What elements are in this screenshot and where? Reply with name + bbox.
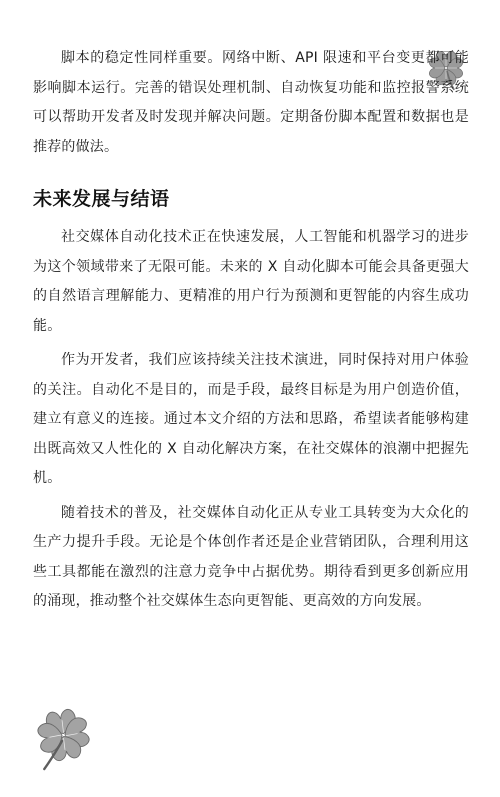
four-leaf-clover-icon xyxy=(28,700,102,776)
body-paragraph: 社交媒体自动化技术正在快速发展，人工智能和机器学习的进步为这个领域带来了无限可能。未来的 X 自动化脚本可能会具备更强大的自然语言理解能力、更精准的用户行为预测和更智能的内容生成功能。 xyxy=(33,229,469,334)
intro-paragraph: 脚本的稳定性同样重要。网络中断、API 限速和平台变更都可能影响脚本运行。完善的错误处理机制、自动恢复功能和监控报警系统可以帮助开发者及时发现并解决问题。定期备份脚本配置和数据也是推荐的做法。 xyxy=(33,50,469,155)
body-paragraph: 作为开发者，我们应该持续关注技术演进，同时保持对用户体验的关注。自动化不是目的，而是手段，最终目标是为用户创造价值，建立有意义的连接。通过本文介绍的方法和思路，希望读者能够构建出既高效又人性化的 X 自动化解决方案，在社交媒体的浪潮中把握先机。 xyxy=(33,352,469,486)
section-heading: 未来发展与结语 xyxy=(33,188,170,210)
article-body xyxy=(33,44,469,617)
body-paragraph: 随着技术的普及，社交媒体自动化正从专业工具转变为大众化的生产力提升手段。无论是个体创作者还是企业营销团队，合理利用这些工具都能在激烈的注意力竞争中占据优势。期待看到更多创新应用的涌现，推动整个社交媒体生态向更智能、更高效的方向发展。 xyxy=(33,504,469,609)
